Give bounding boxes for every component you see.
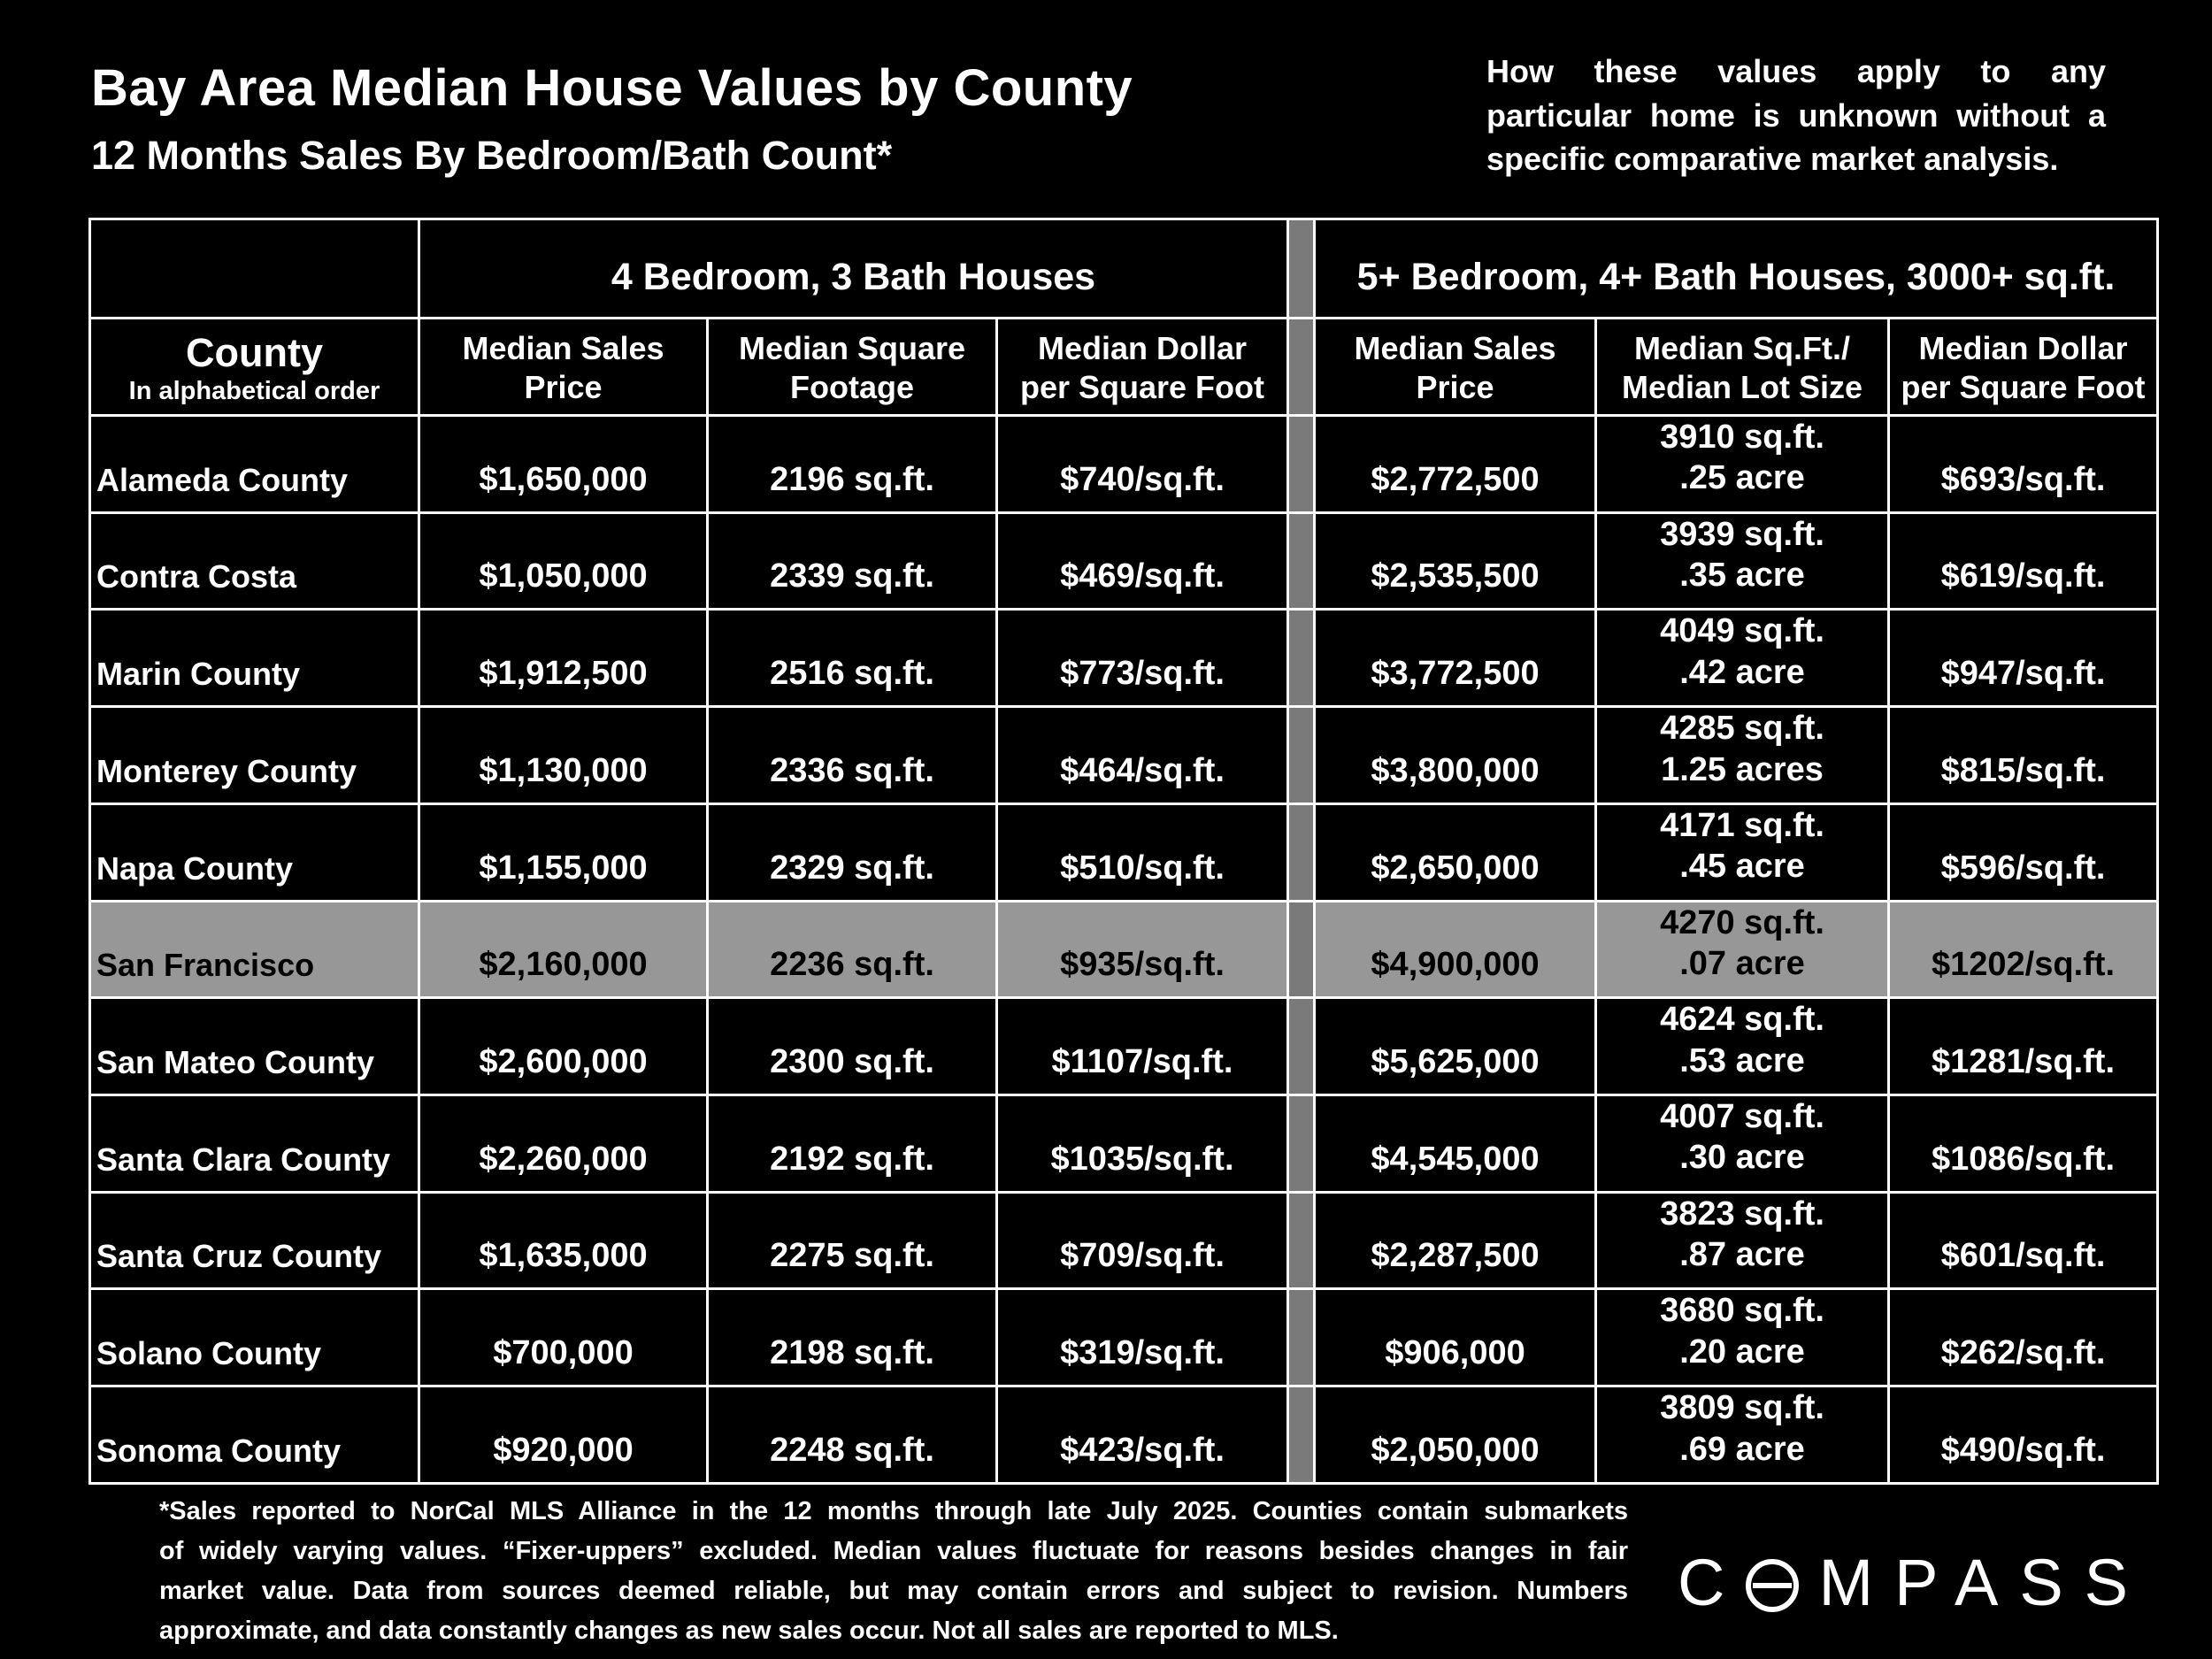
sqft-line: 4285 sq.ft. [1660,710,1824,748]
table-divider [1288,512,1315,610]
cell-5bd-sqft-lot [1596,512,1889,610]
cell-5bd-ppsf: $693/sq.ft. [1889,416,2158,513]
cell-county: Napa County [90,803,419,901]
table-row [90,512,2158,610]
cell-5bd-price: $2,772,500 [1315,416,1596,513]
table-divider [1288,416,1315,513]
cell-5bd-sqft-lot [1596,998,1889,1095]
lot-line: .45 acre [1679,848,1805,886]
table-divider [1288,998,1315,1095]
cell-4bd-ppsf: $709/sq.ft. [997,1192,1288,1289]
table-row [90,803,2158,901]
cell-4bd-sqft: 2336 sq.ft. [708,707,997,804]
cell-5bd-sqft-lot [1596,610,1889,707]
cell-5bd-sqft-lot [1596,803,1889,901]
table-row [90,416,2158,513]
footnote [159,1492,1628,1651]
table-row [90,1386,2158,1484]
footnote-line: approximate, and data constantly changes as new sales occur. Not all sales are reported to MLS. [159,1616,1339,1645]
cell-5bd-sqft-lot [1596,707,1889,804]
cell-5bd-ppsf: $815/sq.ft. [1889,707,2158,804]
table-row [90,610,2158,707]
cell-5bd-price: $906,000 [1315,1289,1596,1386]
table-divider [1288,1386,1315,1484]
cell-4bd-sqft: 2248 sq.ft. [708,1386,997,1484]
cell-4bd-ppsf: $464/sq.ft. [997,707,1288,804]
table-row [90,1192,2158,1289]
compass-logo [1678,1546,2150,1619]
cell-4bd-sqft: 2275 sq.ft. [708,1192,997,1289]
cell-county: Solano County [90,1289,419,1386]
cell-5bd-sqft-lot [1596,1289,1889,1386]
cell-4bd-sqft: 2198 sq.ft. [708,1289,997,1386]
county-subheader: In alphabetical order [128,376,380,405]
cell-county: Monterey County [90,707,419,804]
lot-line: .25 acre [1679,459,1805,497]
cell-5bd-price: $4,900,000 [1315,901,1596,998]
table-divider [1288,803,1315,901]
col-header-4bd-sqft: Median Square Footage [708,319,997,416]
cell-4bd-price: $700,000 [419,1289,708,1386]
cell-5bd-ppsf: $619/sq.ft. [1889,512,2158,610]
table-divider [1288,1289,1315,1386]
lot-line: .07 acre [1679,944,1805,982]
table-divider [1288,319,1315,416]
lot-line: .69 acre [1679,1430,1805,1468]
cell-4bd-ppsf: $469/sq.ft. [997,512,1288,610]
cell-county: Santa Cruz County [90,1192,419,1289]
col-header-4bd-ppsf: Median Dollar per Square Foot [997,319,1288,416]
col-header-5bd-ppsf: Median Dollar per Square Foot [1889,319,2158,416]
sqft-line: 4049 sq.ft. [1660,612,1824,650]
cell-4bd-sqft: 2300 sq.ft. [708,998,997,1095]
disclaimer-line: How these values apply to any [1486,53,2106,89]
lot-line: .42 acre [1679,653,1805,691]
cell-5bd-price: $2,535,500 [1315,512,1596,610]
cell-4bd-sqft: 2339 sq.ft. [708,512,997,610]
cell-4bd-ppsf: $1035/sq.ft. [997,1095,1288,1193]
sqft-line: 3809 sq.ft. [1660,1389,1824,1427]
cell-5bd-ppsf: $947/sq.ft. [1889,610,2158,707]
lot-line: .20 acre [1679,1333,1805,1371]
corner-cell [90,219,419,319]
page-title: Bay Area Median House Values by County [91,59,1133,117]
sqft-line: 3939 sq.ft. [1660,515,1824,553]
cell-4bd-ppsf: $319/sq.ft. [997,1289,1288,1386]
col-header-5bd-price: Median Sales Price [1315,319,1596,416]
median-values-table [88,218,2159,1485]
cell-4bd-sqft: 2236 sq.ft. [708,901,997,998]
disclaimer-line: specific comparative market analysis. [1486,141,2059,178]
cell-5bd-sqft-lot [1596,1192,1889,1289]
cell-4bd-sqft: 2196 sq.ft. [708,416,997,513]
cell-4bd-sqft: 2516 sq.ft. [708,610,997,707]
cell-4bd-sqft: 2192 sq.ft. [708,1095,997,1193]
cell-4bd-sqft: 2329 sq.ft. [708,803,997,901]
lot-line: 1.25 acres [1661,750,1824,788]
cell-4bd-price: $1,912,500 [419,610,708,707]
cell-4bd-ppsf: $510/sq.ft. [997,803,1288,901]
footnote-line: *Sales reported to NorCal MLS Alliance in the 12 months through late July 2025. Counties contain submarkets [159,1497,1628,1525]
cell-4bd-ppsf: $423/sq.ft. [997,1386,1288,1484]
cell-4bd-price: $1,155,000 [419,803,708,901]
col-header-5bd-sqft-lot: Median Sq.Ft./ Median Lot Size [1596,319,1889,416]
col-header-4bd-price: Median Sales Price [419,319,708,416]
sqft-line: 4007 sq.ft. [1660,1098,1824,1136]
cell-5bd-price: $3,772,500 [1315,610,1596,707]
table-row [90,707,2158,804]
sqft-line: 3680 sq.ft. [1660,1292,1824,1330]
cell-4bd-ppsf: $1107/sq.ft. [997,998,1288,1095]
disclaimer-text [1486,50,2106,181]
sqft-line: 4624 sq.ft. [1660,1001,1824,1039]
sqft-line: 3823 sq.ft. [1660,1194,1824,1233]
cell-5bd-price: $2,650,000 [1315,803,1596,901]
cell-4bd-ppsf: $740/sq.ft. [997,416,1288,513]
county-header-cell [90,319,419,416]
cell-5bd-sqft-lot [1596,416,1889,513]
cell-5bd-price: $3,800,000 [1315,707,1596,804]
cell-5bd-ppsf: $262/sq.ft. [1889,1289,2158,1386]
cell-county: Marin County [90,610,419,707]
table-row [90,998,2158,1095]
cell-5bd-price: $2,287,500 [1315,1192,1596,1289]
lot-line: .35 acre [1679,557,1805,595]
table-row-highlighted [90,901,2158,998]
compass-logo-letters: MPASS [1818,1546,2150,1619]
cell-5bd-ppsf: $1202/sq.ft. [1889,901,2158,998]
cell-county: Contra Costa [90,512,419,610]
cell-5bd-ppsf: $1281/sq.ft. [1889,998,2158,1095]
disclaimer-line: particular home is unknown without a [1486,96,2106,134]
sqft-line: 4171 sq.ft. [1660,806,1824,844]
cell-4bd-ppsf: $773/sq.ft. [997,610,1288,707]
cell-4bd-price: $1,130,000 [419,707,708,804]
table-divider [1288,1192,1315,1289]
cell-county: San Francisco [90,901,419,998]
table-row [90,1289,2158,1386]
table-divider [1288,707,1315,804]
cell-4bd-price: $1,650,000 [419,416,708,513]
cell-4bd-price: $1,635,000 [419,1192,708,1289]
cell-5bd-price: $2,050,000 [1315,1386,1596,1484]
cell-5bd-ppsf: $596/sq.ft. [1889,803,2158,901]
cell-4bd-ppsf: $935/sq.ft. [997,901,1288,998]
cell-county: Alameda County [90,416,419,513]
county-header: County [186,330,323,376]
cell-4bd-price: $2,260,000 [419,1095,708,1193]
lot-line: .87 acre [1679,1236,1805,1274]
footnote-line: of widely varying values. “Fixer-uppers” excluded. Median values fluctuate for reasons besides changes in fair [159,1536,1628,1565]
cell-5bd-price: $5,625,000 [1315,998,1596,1095]
column-header-row [90,319,2158,416]
cell-4bd-price: $920,000 [419,1386,708,1484]
cell-5bd-ppsf: $490/sq.ft. [1889,1386,2158,1484]
group-header-5bed: 5+ Bedroom, 4+ Bath Houses, 3000+ sq.ft. [1315,219,2158,319]
table-divider [1288,1095,1315,1193]
page-subtitle: 12 Months Sales By Bedroom/Bath Count* [91,133,893,178]
table-divider [1288,610,1315,707]
cell-5bd-sqft-lot [1596,1386,1889,1484]
cell-4bd-price: $2,160,000 [419,901,708,998]
lot-line: .30 acre [1679,1139,1805,1177]
cell-5bd-sqft-lot [1596,901,1889,998]
cell-5bd-sqft-lot [1596,1095,1889,1193]
compass-logo-letter-c: C [1678,1546,1747,1619]
cell-4bd-price: $2,600,000 [419,998,708,1095]
sqft-line: 4270 sq.ft. [1660,903,1824,941]
table-divider [1288,901,1315,998]
cell-4bd-price: $1,050,000 [419,512,708,610]
cell-5bd-price: $4,545,000 [1315,1095,1596,1193]
compass-logo-o-mark [1746,1559,1799,1612]
table-row [90,1095,2158,1193]
cell-county: San Mateo County [90,998,419,1095]
lot-line: .53 acre [1679,1041,1805,1079]
footnote-line: market value. Data from sources deemed reliable, but may contain errors and subject to revision. Numbers [159,1576,1628,1605]
table-divider [1288,219,1315,319]
group-header-4bed: 4 Bedroom, 3 Bath Houses [419,219,1288,319]
cell-county: Sonoma County [90,1386,419,1484]
cell-county: Santa Clara County [90,1095,419,1193]
cell-5bd-ppsf: $601/sq.ft. [1889,1192,2158,1289]
sqft-line: 3910 sq.ft. [1660,419,1824,456]
group-header-row [90,219,2158,319]
cell-5bd-ppsf: $1086/sq.ft. [1889,1095,2158,1193]
